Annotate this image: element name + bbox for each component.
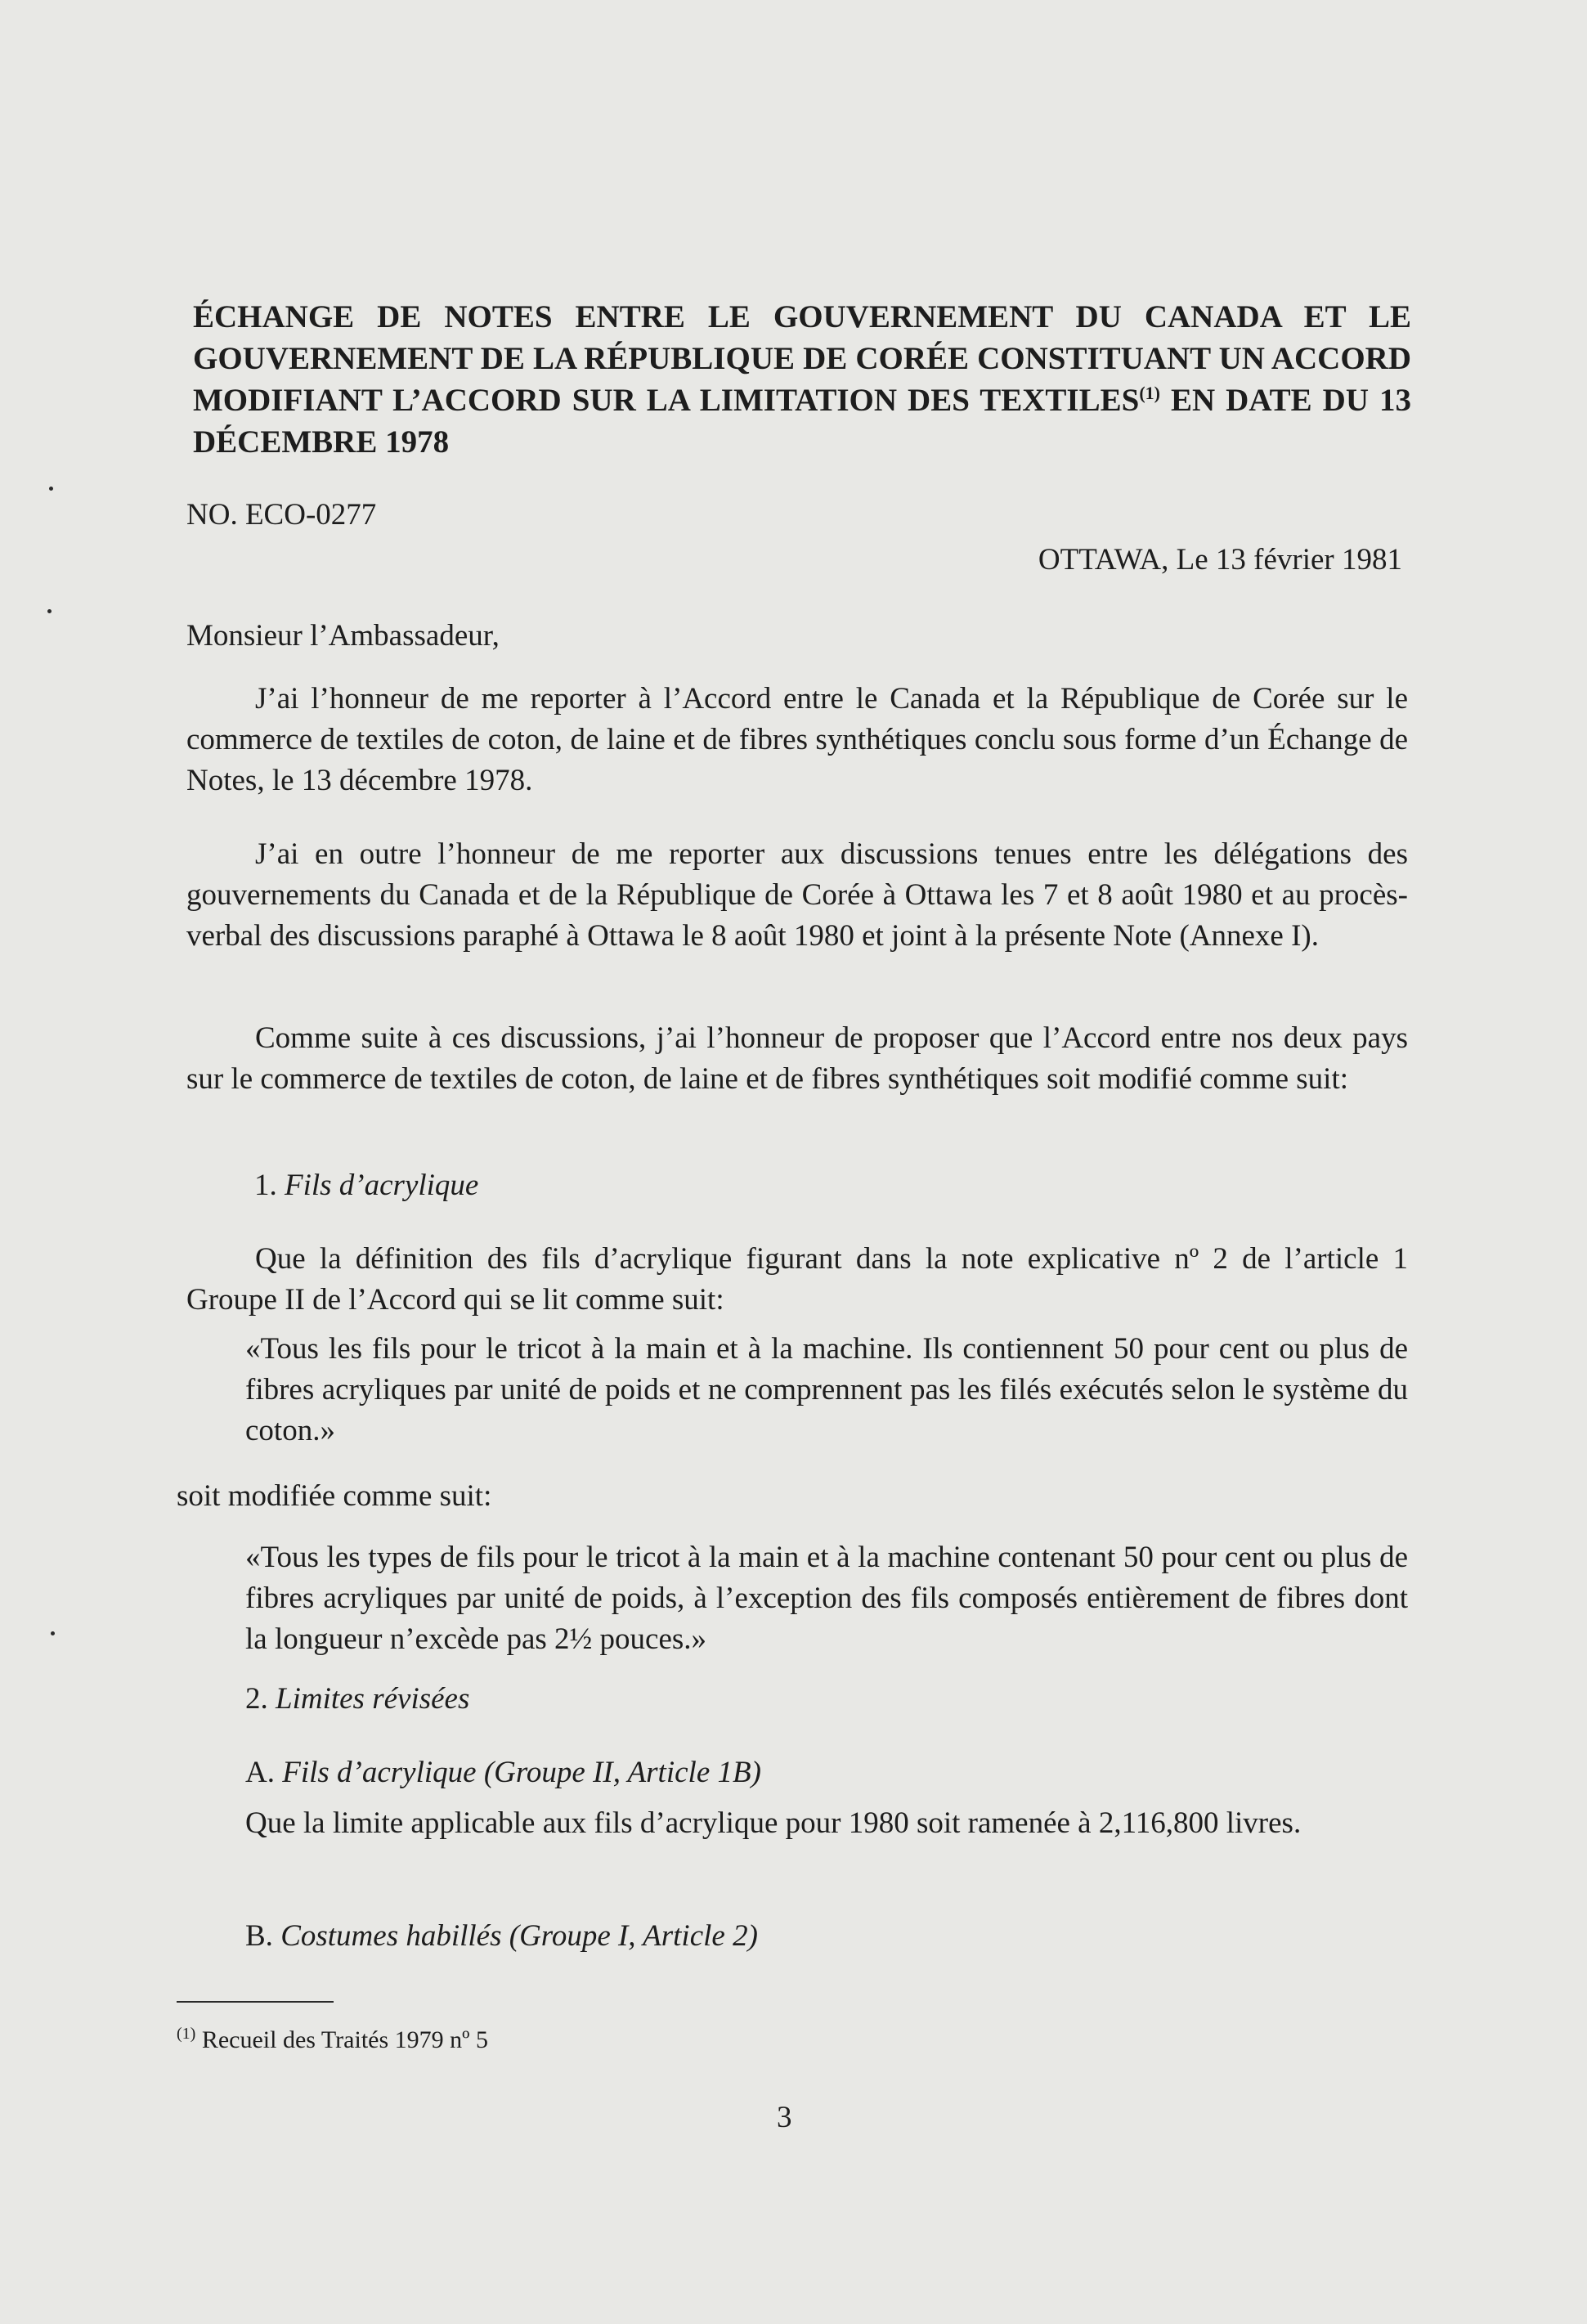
original-definition-quote: «Tous les fils pour le tricot à la main et à la machine. Ils contiennent 50 pour cent ou plus de fibres acryliques par unité de poids et ne comprennent pas les filés exécutés selon le système du coton.» <box>245 1332 1408 1447</box>
section-1-number: 1. <box>254 1169 277 1202</box>
subsection-a-title: Fils d’acrylique (Groupe II, Article 1B) <box>282 1756 761 1789</box>
place-date: OTTAWA, Le 13 février 1981 <box>1038 543 1402 577</box>
section-1-heading <box>254 1165 478 1206</box>
title-text: ÉCHANGE DE NOTES ENTRE LE GOUVERNEMENT DU CANADA ET LE GOUVERNEMENT DE LA RÉPUBLIQUE DE CORÉE CONSTITUANT UN ACCORD MODIFIANT L’ACCORD SUR LA LIMITATION DES TEXTILES <box>193 299 1411 418</box>
salutation: Monsieur l’Ambassadeur, <box>186 619 500 653</box>
scan-speck <box>49 487 53 491</box>
paragraph-1: J’ai l’honneur de me reporter à l’Accord entre le Canada et la République de Corée sur le commerce de textiles de coton, de laine et de fibres synthétiques conclu sous forme d’un Échange de Notes, le 13 décembre 1978. <box>186 682 1408 797</box>
note-number: NO. ECO-0277 <box>186 498 377 532</box>
subsection-a-letter: A. <box>245 1756 275 1789</box>
paragraph-2: J’ai en outre l’honneur de me reporter aux discussions tenues entre les délégations des gouvernements du Canada et de la République de Corée à Ottawa les 7 et 8 août 1980 et au procès-verbal des discussions paraphé à Ottawa le 8 août 1980 et joint à la présente Note (Annexe I). <box>186 837 1408 953</box>
scan-speck <box>51 1631 55 1635</box>
subsection-b-title: Costumes habillés (Groupe I, Article 2) <box>280 1919 758 1953</box>
new-definition-quote: «Tous les types de fils pour le tricot à la main et à la machine contenant 50 pour cent ou plus de fibres acryliques par unité de poids, à l’exception des fils composés entièrement de fibres dont la longueur n’excède pas 2½ pouces.» <box>245 1541 1408 1656</box>
section-1-title: Fils d’acrylique <box>285 1169 479 1202</box>
section-1-intro: Que la définition des fils d’acrylique figurant dans la note explicative nº 2 de l’article 1 Groupe II de l’Accord qui se lit comme suit: <box>186 1242 1408 1317</box>
paragraph-3: Comme suite à ces discussions, j’ai l’honneur de proposer que l’Accord entre nos deux pays sur le commerce de textiles de coton, de laine et de fibres synthétiques soit modifié comme suit: <box>186 1021 1408 1096</box>
title-date: EN DATE DU 13 DÉCEMBRE 1978 <box>193 383 1411 460</box>
section-2-title: Limites révisées <box>276 1682 470 1716</box>
scan-speck <box>47 609 52 613</box>
footnote-rule <box>177 2001 334 2003</box>
modified-label: soit modifiée comme suit: <box>177 1479 492 1513</box>
page-number: 3 <box>777 2101 792 2134</box>
subsection-a-text: Que la limite applicable aux fils d’acrylique pour 1980 soit ramenée à 2,116,800 livres. <box>245 1806 1302 1840</box>
section-2-heading <box>245 1679 469 1720</box>
footnote-text: Recueil des Traités 1979 nº 5 <box>195 2026 488 2053</box>
subsection-b-heading <box>245 1916 758 1957</box>
section-2-number: 2. <box>245 1682 268 1716</box>
title-footnote-marker: (1) <box>1139 383 1160 403</box>
footnote <box>177 2024 488 2057</box>
footnote-marker: (1) <box>177 2025 196 2043</box>
document-title <box>193 296 1411 463</box>
subsection-a-heading <box>245 1752 761 1793</box>
subsection-b-letter: B. <box>245 1919 273 1953</box>
